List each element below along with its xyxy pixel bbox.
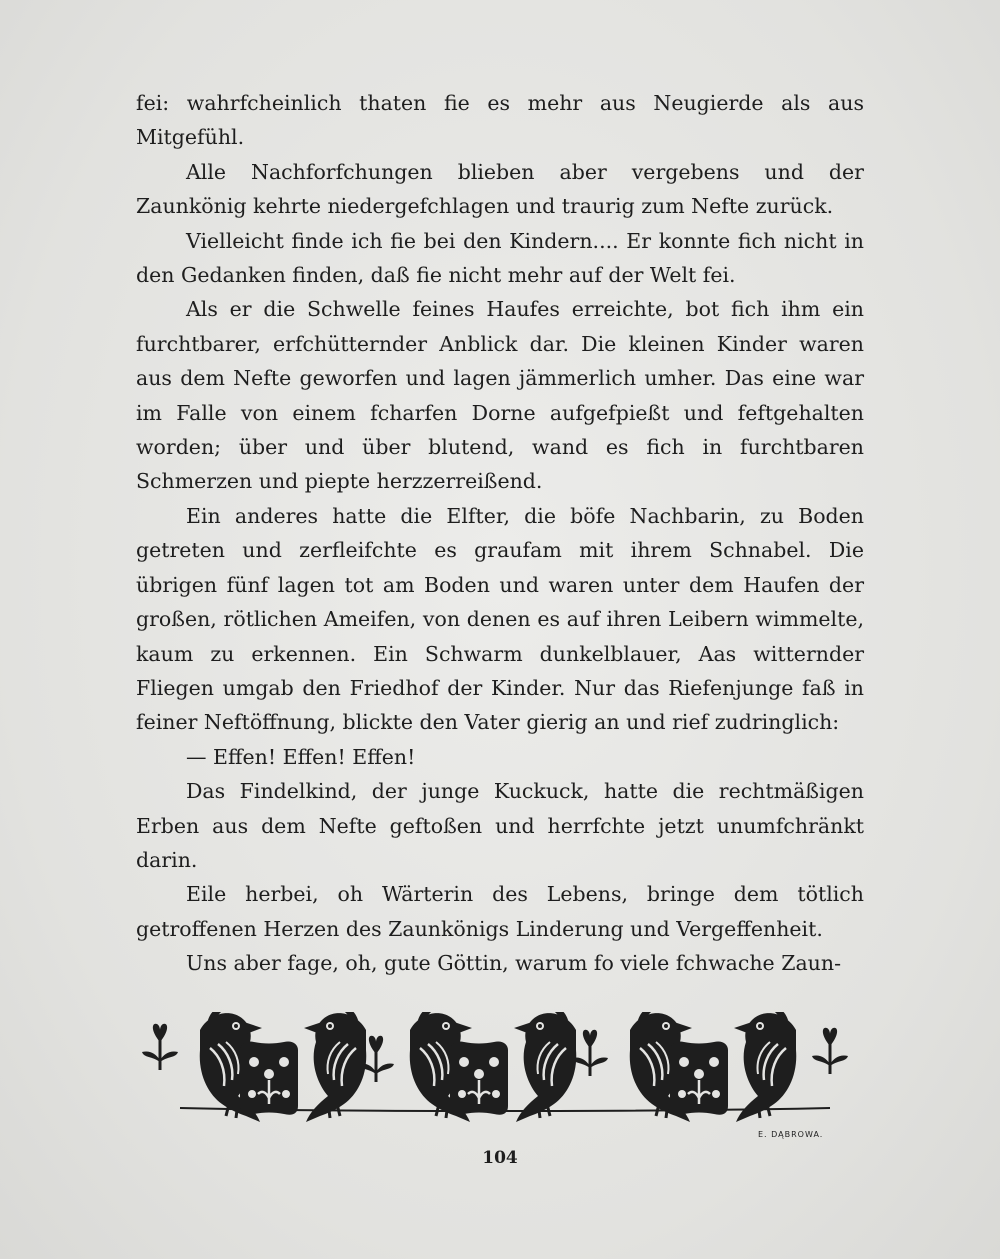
paragraph: Uns aber fage, oh, gute Göttin, warum fo viele fchwache Zaun- <box>186 951 841 976</box>
bird-ornament-frieze <box>140 1012 860 1122</box>
paragraph: Eile herbei, oh Wärterin des Lebens, bringe dem tötlich getroffenen Herzen des Zaunkönigs Linderung und Vergeffenheit. <box>136 882 864 941</box>
page-number: 104 <box>482 1148 518 1168</box>
paragraph: Als er die Schwelle feines Haufes erreichte, bot fich ihm ein furchtbarer, erfchütternder Anblick dar. Die kleinen Kinder waren aus dem Nefte geworfen und lagen jämmerlich umher. Das eine war im Falle von einem fcharfen Dorne aufgefpießt und feftgehalten worden; über und über blutend, wand es fich in furchtbaren Schmerzen und piepte herzzerreißend. <box>136 297 864 494</box>
paragraph: — Effen! Effen! Effen! <box>186 744 416 769</box>
paragraph: Das Findelkind, der junge Kuckuck, hatte die rechtmäßigen Erben aus dem Nefte geftoßen und herrfchte jetzt unumfchränkt darin. <box>136 779 864 872</box>
paragraph: Alle Nachforfchungen blieben aber vergebens und der Zaunkönig kehrte niedergefchlagen und traurig zum Nefte zurück. <box>136 159 864 219</box>
paragraph: Vielleicht finde ich fie bei den Kindern.... Er konnte fich nicht in den Gedanken finden, daß fie nicht mehr auf der Welt fei. <box>136 228 864 288</box>
paragraph: Ein anderes hatte die Elfter, die böfe Nachbarin, zu Boden getreten und zerfleifchte es graufam mit ihrem Schnabel. Die übrigen fünf lagen tot am Boden und waren unter dem Haufen der großen, rötlichen Ameifen, von denen es auf ihren Leibern wimmelte, kaum zu erkennen. Ein Schwarm dunkelblauer, Aas witternder Fliegen umgab den Friedhof der Kinder. Nur das Riefenjunge faß in feiner Neftöffnung, blickte den Vater gierig an und rief zudringlich: <box>136 503 864 735</box>
paragraph: fei: wahrfcheinlich thaten fie es mehr aus Neugierde als aus Mitgefühl. <box>136 91 864 150</box>
illustrator-signature: E. DĄBROWA. <box>758 1130 824 1139</box>
body-text <box>136 86 864 981</box>
